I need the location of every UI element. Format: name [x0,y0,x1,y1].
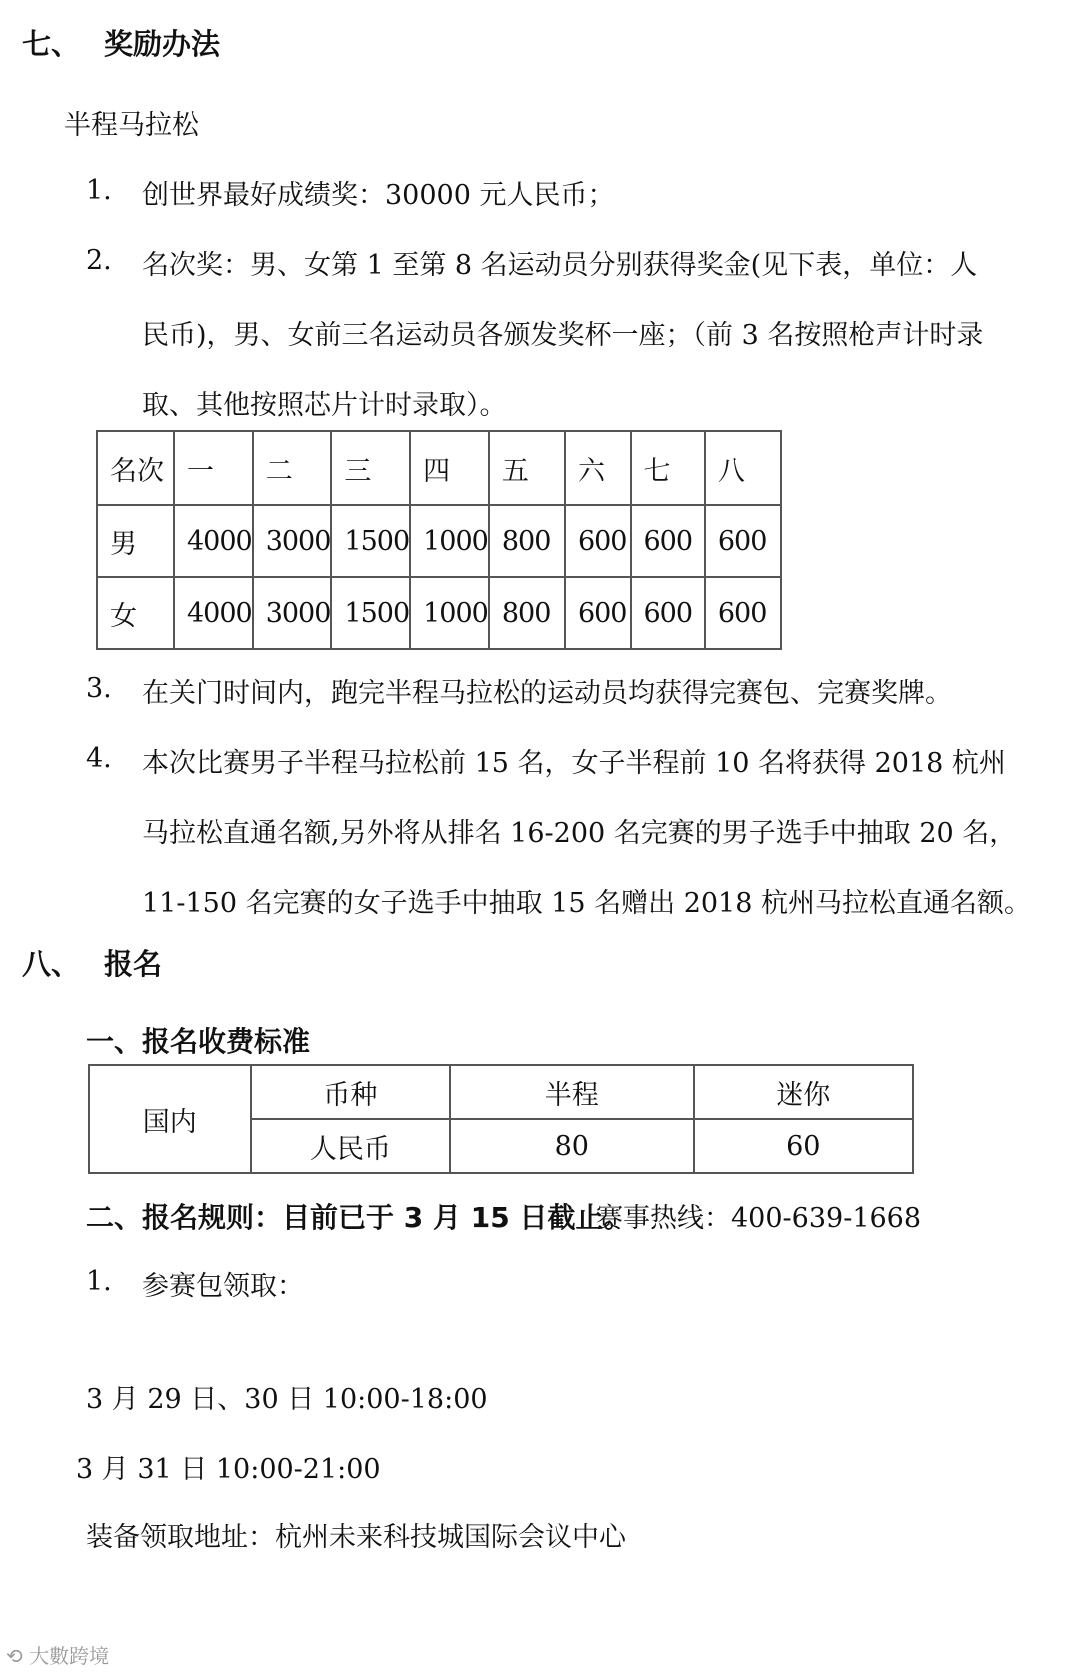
prize-cell-women-label: 女 [97,577,174,649]
fee-header-half: 半程 [450,1065,693,1119]
prize-cell-women-7: 600 [631,577,705,649]
pickup-time-2: 3 月 31 日 10:00-21:00 [76,1454,381,1485]
prize-cell-women-3: 1500 [331,577,410,649]
pickup-label: 参赛包领取： [142,1271,304,1302]
pickup-number: 1. [86,1266,112,1297]
item-1-number: 1. [86,175,112,206]
prize-cell-women-4: 1000 [410,577,489,649]
prize-header-3: 三 [331,431,410,505]
section-7-number: 七、 [22,27,81,61]
prize-header-2: 二 [253,431,332,505]
fee-cell-half: 80 [450,1119,693,1173]
prize-cell-women-6: 600 [565,577,631,649]
fee-header-mini: 迷你 [694,1065,914,1119]
prize-table [96,430,782,650]
section-8-number: 八、 [22,947,81,981]
subtitle-half-marathon: 半程马拉松 [64,110,199,141]
prize-cell-men-2: 3000 [253,505,332,577]
pickup-time-1: 3 月 29 日、30 日 10:00-18:00 [86,1384,488,1415]
watermark [6,1640,109,1669]
item-4-line-3: 11-150 名完赛的女子选手中抽取 15 名赠出 2018 杭州马拉松直通名额。 [142,888,1031,919]
hotline: 赛事热线：400-639-1668 [596,1203,922,1234]
prize-cell-women-5: 800 [489,577,565,649]
prize-table-row-women [97,577,781,649]
prize-cell-men-3: 1500 [331,505,410,577]
item-3-number: 3. [86,673,112,704]
section-8-title: 报名 [104,947,163,981]
prize-cell-women-1: 4000 [174,577,253,649]
fee-heading: 一、报名收费标准 [86,1025,311,1058]
prize-cell-men-6: 600 [565,505,631,577]
prize-cell-men-7: 600 [631,505,705,577]
rules-heading: 二、报名规则：目前已于 3 月 15 日截止。 [86,1201,632,1234]
fee-cell-mini: 60 [694,1119,914,1173]
prize-cell-men-1: 4000 [174,505,253,577]
prize-table-header-row [97,431,781,505]
prize-table-row-men [97,505,781,577]
prize-cell-men-8: 600 [705,505,781,577]
prize-cell-men-label: 男 [97,505,174,577]
watermark-logo-icon: ⟲ [6,1644,23,1668]
item-4-line-2: 马拉松直通名额,另外将从排名 16-200 名完赛的男子选手中抽取 20 名， [142,818,1017,849]
fee-header-currency: 币种 [251,1065,451,1119]
prize-header-7: 七 [631,431,705,505]
fee-cell-region: 国内 [89,1065,251,1173]
watermark-text: 大數跨境 [29,1644,110,1668]
item-2-line-1: 名次奖：男、女第 1 至第 8 名运动员分别获得奖金(见下表，单位：人 [142,250,978,281]
section-7-title: 奖励办法 [104,27,221,61]
prize-header-4: 四 [410,431,489,505]
prize-cell-men-5: 800 [489,505,565,577]
prize-header-1: 一 [174,431,253,505]
prize-cell-women-2: 3000 [253,577,332,649]
prize-cell-women-8: 600 [705,577,781,649]
prize-cell-men-4: 1000 [410,505,489,577]
fee-table-header-row [89,1065,913,1119]
item-2-line-3: 取、其他按照芯片计时录取）。 [142,390,507,421]
prize-header-8: 八 [705,431,781,505]
item-4-line-1: 本次比赛男子半程马拉松前 15 名，女子半程前 10 名将获得 2018 杭州 [142,748,1006,779]
item-1-text: 创世界最好成绩奖：30000 元人民币； [142,180,615,211]
prize-header-rank: 名次 [97,431,174,505]
item-3-text: 在关门时间内，跑完半程马拉松的运动员均获得完赛包、完赛奖牌。 [142,678,952,709]
prize-header-6: 六 [565,431,631,505]
fee-table [88,1064,914,1174]
prize-header-5: 五 [489,431,565,505]
fee-cell-currency: 人民币 [251,1119,451,1173]
item-2-line-2: 民币)，男、女前三名运动员各颁发奖杯一座；（前 3 名按照枪声计时录 [142,320,984,351]
item-2-number: 2. [86,245,112,276]
pickup-address: 装备领取地址：杭州未来科技城国际会议中心 [86,1522,626,1553]
item-4-number: 4. [86,743,112,774]
